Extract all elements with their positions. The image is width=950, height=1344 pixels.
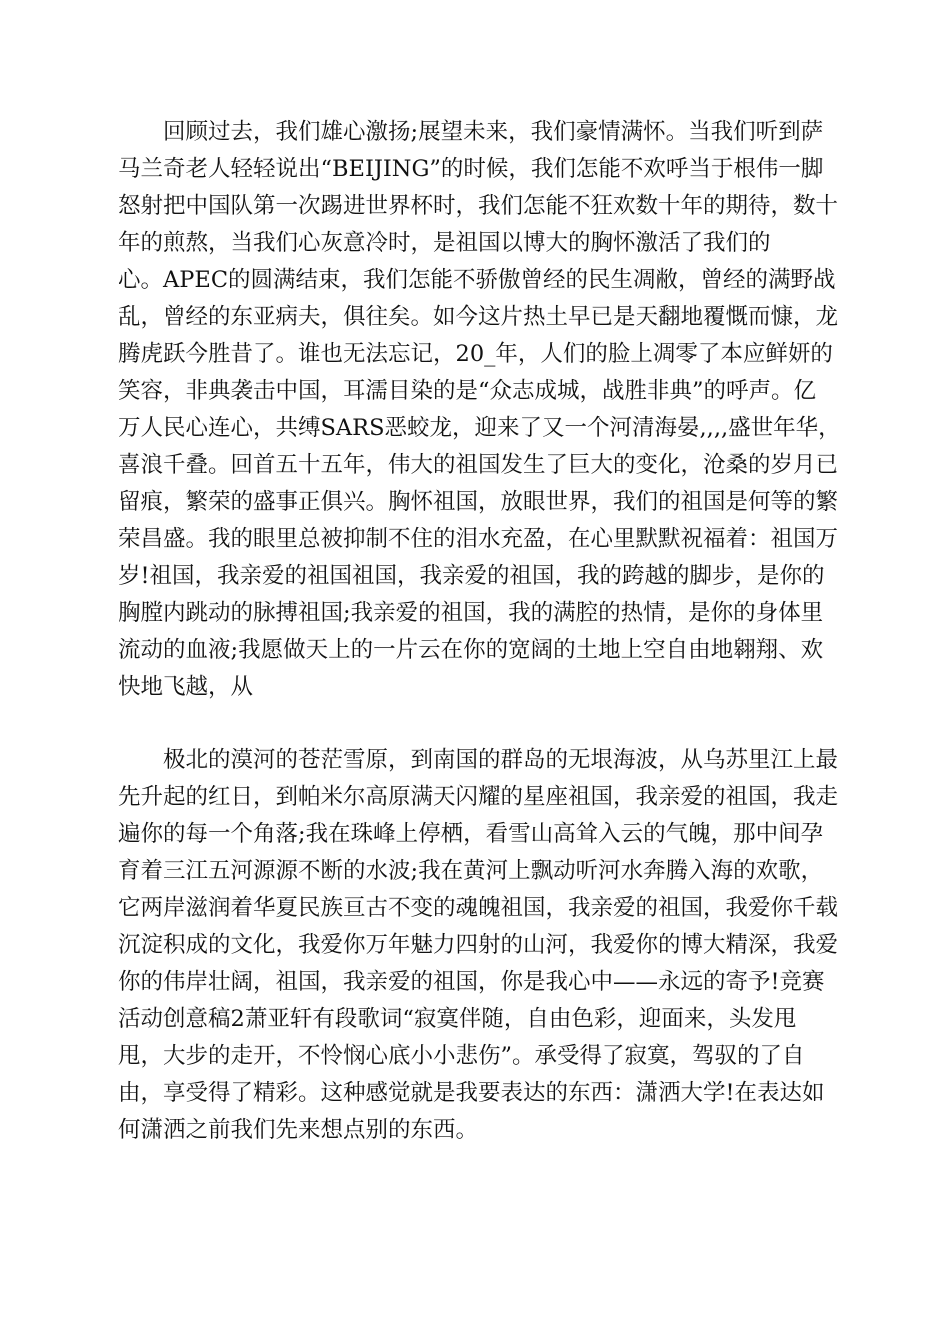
paragraph-line: 育着三江五河源源不断的水波;我在黄河上飘动听河水奔腾入海的欢歌， xyxy=(118,858,824,884)
paragraph-line: 回顾过去，我们雄心激扬;展望未来，我们豪情满怀。当我们听到萨 xyxy=(163,119,824,145)
paragraph-line: 何潇洒之前我们先来想点别的东西。 xyxy=(118,1117,479,1143)
paragraph-line: 岁!祖国，我亲爱的祖国祖国，我亲爱的祖国，我的跨越的脚步，是你的 xyxy=(118,563,825,589)
paragraph-line: 快地飞越，从 xyxy=(118,674,254,700)
paragraph-line: 遍你的每一个角落;我在珠峰上停栖，看雪山高耸入云的气魄，那中间孕 xyxy=(118,821,824,847)
paragraph-line: 喜浪千叠。回首五十五年，伟大的祖国发生了巨大的变化，沧桑的岁月已 xyxy=(118,452,839,478)
paragraph-line: 先升起的红日，到帕米尔高原满天闪耀的星座祖国，我亲爱的祖国，我走 xyxy=(118,784,839,810)
paragraph-line: 乱，曾经的东亚病夫，俱往矣。如今这片热土早已是天翻地覆慨而慷，龙 xyxy=(118,304,839,330)
paragraph-line: 由，享受得了精彩。这种感觉就是我要表达的东西：潇洒大学!在表达如 xyxy=(118,1080,825,1106)
paragraph-line: 活动创意稿2萧亚轩有段歌词“寂寞伴随，自由色彩，迎面来，头发甩 xyxy=(118,1006,797,1032)
paragraph-line: 胸膛内跳动的脉搏祖国;我亲爱的祖国，我的满腔的热情，是你的身体里 xyxy=(118,600,824,626)
paragraph-2 xyxy=(118,742,838,1149)
paragraph-line: 荣昌盛。我的眼里总被抑制不住的泪水充盈，在心里默默祝福着：祖国万 xyxy=(118,526,839,552)
paragraph-line: 心。APEC的圆满结束，我们怎能不骄傲曾经的民生凋敝，曾经的满野战 xyxy=(118,267,836,293)
paragraph-line: 笑容，非典袭击中国，耳濡目染的是“众志成城，战胜非典”的呼声。亿 xyxy=(118,378,817,404)
paragraph-line: 极北的漠河的苍茫雪原，到南国的群岛的无垠海波，从乌苏里江上最 xyxy=(163,747,839,773)
paragraph-line: 你的伟岸壮阔，祖国，我亲爱的祖国，你是我心中——永远的寄予!竞赛 xyxy=(118,969,825,995)
paragraph-line: 腾虎跃今胜昔了。谁也无法忘记，20_年，人们的脸上凋零了本应鲜妍的 xyxy=(118,341,833,367)
paragraph-1 xyxy=(118,114,841,706)
paragraph-line: 马兰奇老人轻轻说出“BEIJING”的时候，我们怎能不欢呼当于根伟一脚 xyxy=(118,156,824,182)
paragraph-line: 年的煎熬，当我们心灰意冷时，是祖国以博大的胸怀激活了我们的 xyxy=(118,230,771,256)
paragraph-line: 甩，大步的走开，不怜悯心底小小悲伤”。承受得了寂寞，驾驭的了自 xyxy=(118,1043,805,1069)
paragraph-line: 留痕，繁荣的盛事正俱兴。胸怀祖国，放眼世界，我们的祖国是何等的繁 xyxy=(118,489,839,515)
paragraph-line: 它两岸滋润着华夏民族亘古不变的魂魄祖国，我亲爱的祖国，我爱你千载 xyxy=(118,895,839,921)
paragraph-line: 怒射把中国队第一次踢进世界杯时，我们怎能不狂欢数十年的期待，数十 xyxy=(118,193,839,219)
paragraph-line: 沉淀积成的文化，我爱你万年魅力四射的山河，我爱你的博大精深，我爱 xyxy=(118,932,839,958)
paragraph-line: 万人民心连心，共缚SARS恶蛟龙，迎来了又一个河清海晏,,,,盛世年华， xyxy=(118,415,841,441)
paragraph-line: 流动的血液;我愿做天上的一片云在你的宽阔的土地上空自由地翱翔、欢 xyxy=(118,637,824,663)
